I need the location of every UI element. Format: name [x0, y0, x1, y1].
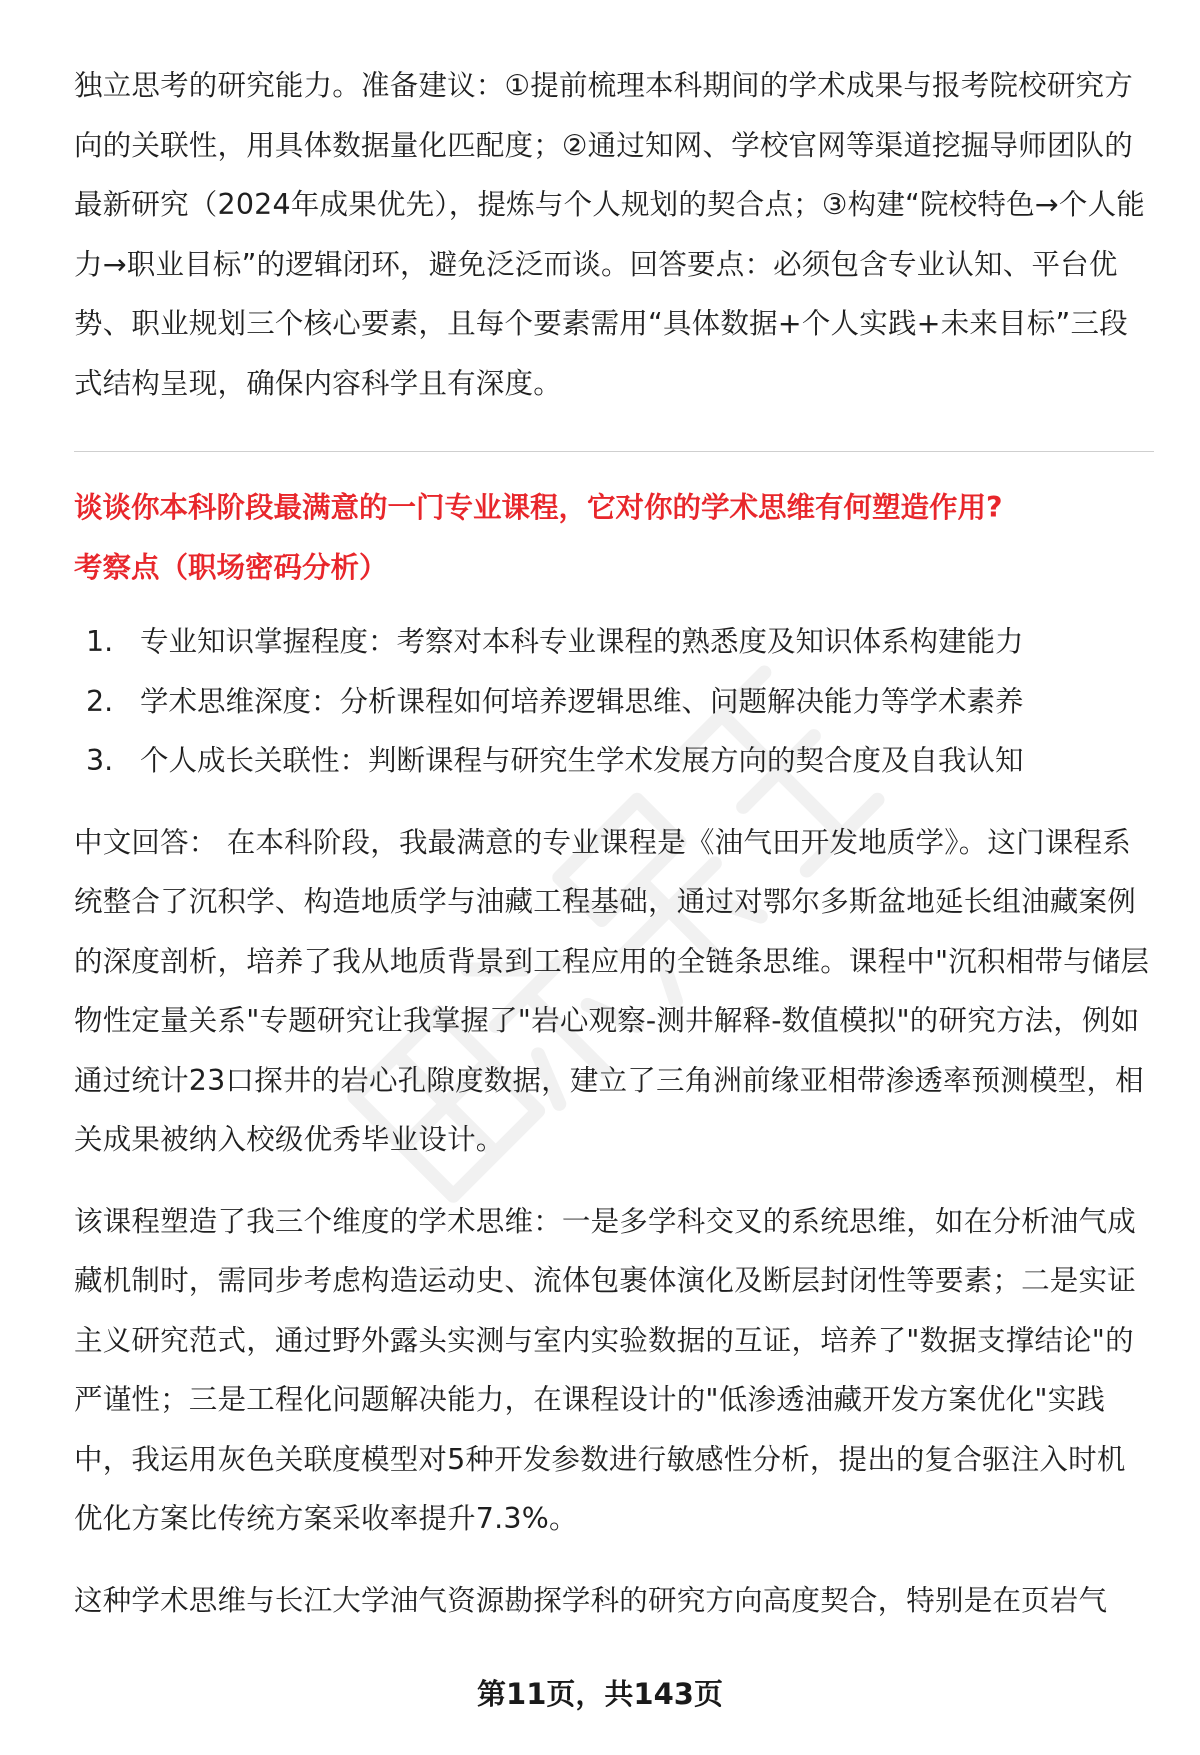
document-page	[74, 56, 1154, 1630]
list-item-text: 个人成长关联性：判断课程与研究生学术发展方向的契合度及自我认知	[140, 744, 1024, 777]
list-item-text: 专业知识掌握程度：考察对本科专业课程的熟悉度及知识体系构建能力	[140, 625, 1024, 658]
list-item	[74, 672, 1154, 732]
list-item	[74, 612, 1154, 672]
answer-paragraph: 这种学术思维与长江大学油气资源勘探学科的研究方向高度契合，特别是在页岩气	[74, 1583, 1108, 1617]
assessment-points-list	[74, 612, 1154, 791]
intro-paragraph: 独立思考的研究能力。准备建议：①提前梳理本科期间的学术成果与报考院校研究方向的关联性，用具体数据量化匹配度；②通过知网、学校官网等渠道挖掘导师团队的最新研究（2024年成果优先），提炼与个人规划的契合点；③构建“院校特色→个人能力→职业目标”的逻辑闭环，避免泛泛而谈。回答要点：必须包含专业认知、平台优势、职业规划三个核心要素，且每个要素需用“具体数据+个人实践+未来目标”三段式结构呈现，确保内容科学且有深度。	[74, 69, 1145, 400]
assessment-section-title: 考察点（职场密码分析）	[74, 551, 388, 584]
list-item	[74, 731, 1154, 791]
list-item-number: 3.	[86, 744, 114, 777]
list-item-number: 1.	[86, 625, 114, 658]
section-divider	[74, 451, 1154, 452]
answer-paragraph: 该课程塑造了我三个维度的学术思维：一是多学科交叉的系统思维，如在分析油气成藏机制时，需同步考虑构造运动史、流体包裹体演化及断层封闭性等要素；二是实证主义研究范式，通过野外露头实测与室内实验数据的互证，培养了"数据支撑结论"的严谨性；三是工程化问题解决能力，在课程设计的"低渗透油藏开发方案优化"实践中，我运用灰色关联度模型对5种开发参数进行敏感性分析，提出的复合驱注入时机优化方案比传统方案采收率提升7.3%。	[74, 1204, 1136, 1535]
list-item-text: 学术思维深度：分析课程如何培养逻辑思维、问题解决能力等学术素养	[140, 684, 1024, 718]
interview-question: 谈谈你本科阶段最满意的一门专业课程，它对你的学术思维有何塑造作用?	[74, 491, 1003, 524]
page-footer: 第11页，共143页	[477, 1677, 723, 1711]
answer-paragraph: 中文回答： 在本科阶段，我最满意的专业课程是《油气田开发地质学》。这门课程系统整合了沉积学、构造地质学与油藏工程基础，通过对鄂尔多斯盆地延长组油藏案例的深度剖析，培养了我从地质背景到工程应用的全链条思维。课程中"沉积相带与储层物性定量关系"专题研究让我掌握了"岩心观察-测井解释-数值模拟"的研究方法，例如通过统计23口探井的岩心孔隙度数据，建立了三角洲前缘亚相带渗透率预测模型，相关成果被纳入校级优秀毕业设计。	[74, 825, 1150, 1156]
list-item-number: 2.	[86, 684, 114, 718]
